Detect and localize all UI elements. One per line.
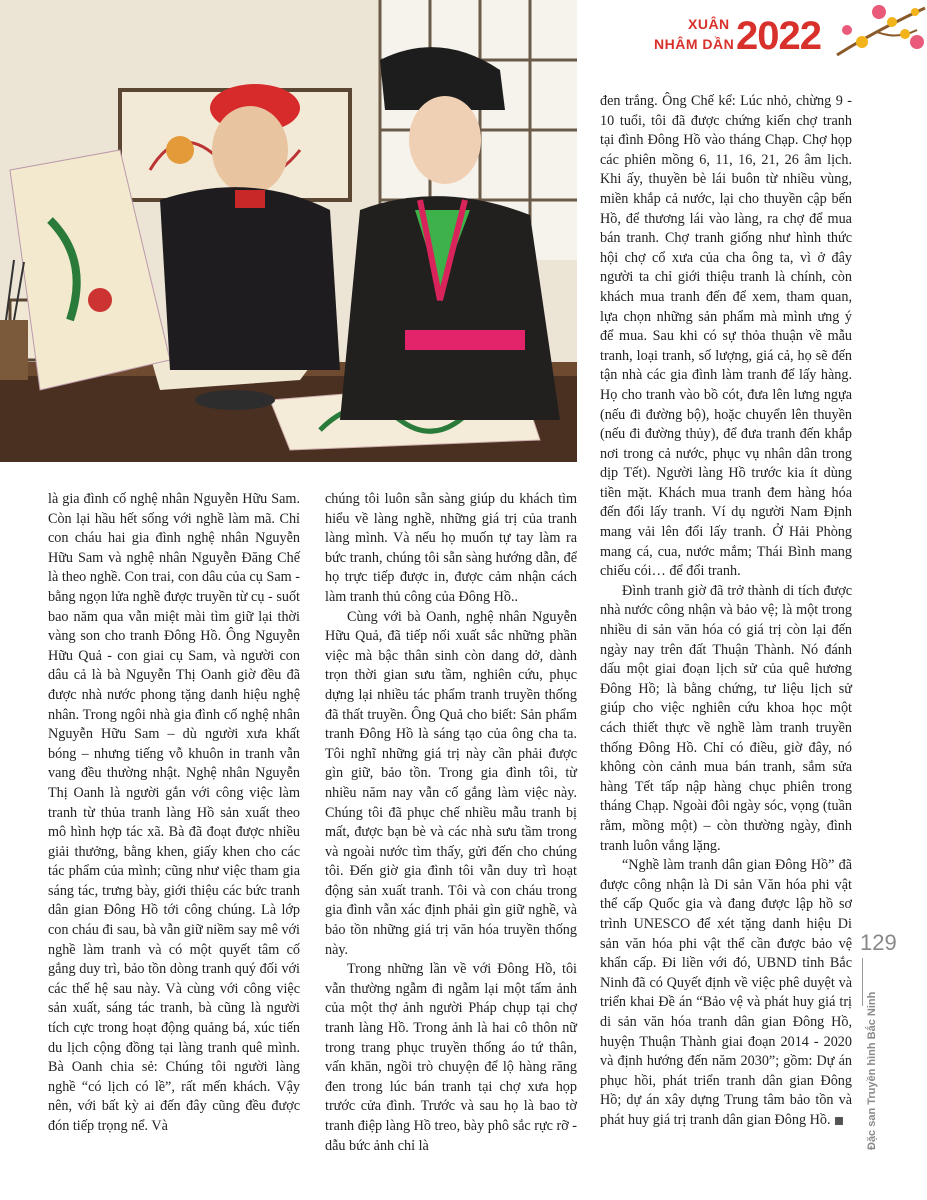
publication-sidebar: Đặc san Truyền hình Bắc Ninh bbox=[866, 991, 878, 1150]
end-mark-icon bbox=[835, 1117, 843, 1125]
header-year: 2022 bbox=[736, 14, 821, 58]
article-column-3 bbox=[600, 92, 852, 1130]
page-number: 129 bbox=[860, 930, 897, 955]
paragraph: chúng tôi luôn sẵn sàng giúp du khách tìm hiểu về làng nghề, những giá trị của tranh làng mình. Và nếu họ muốn tự tay làm ra bức tranh, chúng tôi sẵn sàng hướng dẫn, để họ trực tiếp được in, được cảm nhận cách làm tranh thủ công của Đông Hồ.. bbox=[325, 491, 577, 605]
header-line-xuan: XUÂN bbox=[688, 16, 730, 32]
paragraph: là gia đình cố nghệ nhân Nguyễn Hữu Sam. Còn lại hầu hết sống với nghề làm mã. Chỉ con cháu hai gia đình nghệ nhân Nguyễn Hữu Sam và nghệ nhân Nguyễn Đăng Chế là theo nghề. Con trai, con dâu của cụ Sam - bằng ngọn lửa nghề được truyền từ cụ - suốt bao năm qua vẫn miệt mài tìm giữ lại thời vàng son cho tranh Đông Hồ. Ông Nguyễn Hữu Quả - con giai cụ Sam, và người con dâu cả là bà Nguyễn Thị Oanh giờ đều đã được nhà nước phong tặng danh hiệu nghệ nhân. Trong ngôi nhà gia đình cố nghệ nhân Nguyễn Hữu Sam – dù người xưa khất bóng – nhưng tiếng vỗ khuôn in tranh vẫn vang đều thường nhật. Nghệ nhân Nguyễn Thị Oanh là người gắn với công việc làm tranh từ thủa tranh làng Hồ sản xuất theo mô hình hợp tác xã. Bà đã đoạt được nhiều giải thưởng, bằng khen, giấy khen cho các tác phẩm của mình; cũng như việc tham gia sáng tác, trưng bày, giới thiệu các bức tranh dân gian Đông Hồ tới công chúng. Là lớp con cháu đi sau, bà vẫn giữ niềm say mê với nghề làm tranh và có một quyết tâm cố gắng duy trì, bảo tồn dòng tranh quý đối với các thế hệ sau này. Và cùng với công việc sản xuất, sáng tác tranh, bà cũng là người tích cực trong hoạt động quảng bá, xúc tiến du lịch cộng đồng tại làng tranh quê mình. Bà Oanh chia sẻ: Chúng tôi người làng nghề “có lịch có lề”, rất mến khách. Vậy nên, với bất kỳ ai đến đây cũng đều được đón tiếp trọng nể. Và bbox=[48, 491, 300, 1134]
paragraph: Đình tranh giờ đã trở thành di tích được nhà nước công nhận và bảo vệ; là một trong nhiều di sản văn hóa có giá trị còn lại đến ngày nay trên đất Thuận Thành. Nó đánh dấu một giai đoạn lịch sử của quê hương Đông Hồ; là bằng chứng, tư liệu lịch sử giúp cho việc nghiên cứu khoa học một cách thiết thực về nghề làm tranh truyền thống Đông Hồ. Chỉ có điều, giờ đây, nó không còn cảnh mua bán tranh, sắm sửa hàng Tết tấp nập hàng chục phiên trong tháng Chạp. Ngoài đôi ngày sóc, vọng (tuần rằm, mồng một) – còn thường ngày, đình tranh luôn vắng lặng. bbox=[600, 582, 852, 854]
paragraph: đen trắng. Ông Chế kể: Lúc nhỏ, chừng 9 - 10 tuổi, tôi đã được chứng kiến chợ tranh tại đình Đông Hồ vào tháng Chạp. Chợ họp các phiên mồng 6, 11, 16, 21, 26 âm lịch. Khi ấy, thuyền bè lái buôn từ nhiều vùng, miền khắp cả nước, lại cho thuyền cập bến Hồ, để thương lái vào làng, ra chợ để mua bán tranh. Chợ tranh giống như hình thức hội chợ cổ xưa của cha ông ta, vì ở đây người ta chỉ giới thiệu tranh là chính, còn khách mua tranh đến để xem, tham quan, lựa chọn những sản phẩm mà mình ưng ý để mua. Sau khi có sự thỏa thuận về mẫu tranh, loại tranh, số lượng, giá cả, họ sẽ đến tận nhà các gia đình làm tranh để lấy hàng. Họ cho tranh vào bồ cót, đưa lên lưng ngựa (nếu đi đường bộ), hoặc chuyển lên thuyền (nếu đi đường thủy), để đưa tranh đến khắp nơi trong cả nước, phục vụ nhân dân trong dịp Tết). Người làng Hồ trước kia ít dùng tiền mặt. Khách mua tranh đem hàng hóa đến đổi lấy tranh. Ví dụ người Nam Định mang vải lên đổi lấy tranh. Ở Hải Phòng mang cá, cua, nước mắm; Thái Bình mang chiếu cói… để đổi tranh. bbox=[600, 93, 852, 580]
article-column-1 bbox=[48, 490, 300, 1137]
issue-header bbox=[590, 0, 927, 70]
article-column-2 bbox=[325, 490, 577, 1156]
article-photo bbox=[0, 0, 577, 462]
header-line-nham-dan: NHÂM DẦN bbox=[654, 36, 735, 52]
apricot-blossom-icon bbox=[817, 0, 927, 60]
paragraph-last bbox=[600, 856, 852, 1130]
photo-illustration bbox=[0, 0, 577, 462]
paragraph: Cùng với bà Oanh, nghệ nhân Nguyễn Hữu Quả, đã tiếp nối xuất sắc những phần việc mà bậc thân sinh còn dang dở, dành trọn thời gian sưu tầm, nghiên cứu, phục dựng lại nhiều tác phẩm tranh truyền thống đã thất truyền. Ông Quả cho biết: Sản phẩm tranh Đông Hồ là sáng tạo của ông cha ta. Tôi nghĩ những giá trị này cần phải được gìn giữ, bảo tồn. Trong gia đình tôi, từ nhiều năm nay vẫn cố gắng làm việc này. Chúng tôi đã phục chế nhiều mẫu tranh bị mất, được bạn bè và các nhà sưu tầm trong và ngoài nước tìm thấy, gửi đến cho chúng tôi. Đến giờ gia đình tôi vẫn duy trì hoạt động sản xuất tranh. Tôi và con cháu trong gia đình vẫn xác định phải gìn giữ nghề, và bảo tồn những giá trị văn hóa truyền thống này. bbox=[325, 608, 577, 958]
paragraph: Trong những lần về với Đông Hồ, tôi vẫn thường ngẫm đi ngẫm lại một tấm ảnh của một thợ ảnh người Pháp chụp tại chợ tranh làng Hồ. Trong ảnh là hai cô thôn nữ trong trang phục truyền thống áo tứ thân, vấn khăn, ngồi trò chuyện để lộ hàng răng đen trong lúc bán tranh tại chợ xưa họp trước cửa đình. Trước và sau họ là bao tờ tranh điệp làng Hồ treo, bày phô sắc rực rỡ - dẫu bức ảnh chỉ là bbox=[325, 961, 577, 1154]
paragraph-text: “Nghề làm tranh dân gian Đông Hồ” đã được công nhận là Di sản Văn hóa phi vật thể cấp Quốc gia và đang được lập hồ sơ trình UNESCO để xét tặng danh hiệu Di sản văn hóa phi vật thể cần được bảo vệ khẩn cấp. Đi liền với đó, UBND tỉnh Bắc Ninh đã có Quyết định về việc phê duyệt và triển khai Đề án “Bảo vệ và phát huy giá trị di sản văn hóa tranh dân gian Đông Hồ, huyện Thuận Thành giai đoạn 2014 - 2020 và định hướng đến năm 2030”; gồm: Dự án phục hồi, phát triển tranh dân gian Đông Hồ; dự án xây dựng Trung tâm bảo tồn và phát huy giá trị tranh dân gian Đông Hồ. bbox=[600, 857, 852, 1128]
divider bbox=[862, 958, 863, 1006]
